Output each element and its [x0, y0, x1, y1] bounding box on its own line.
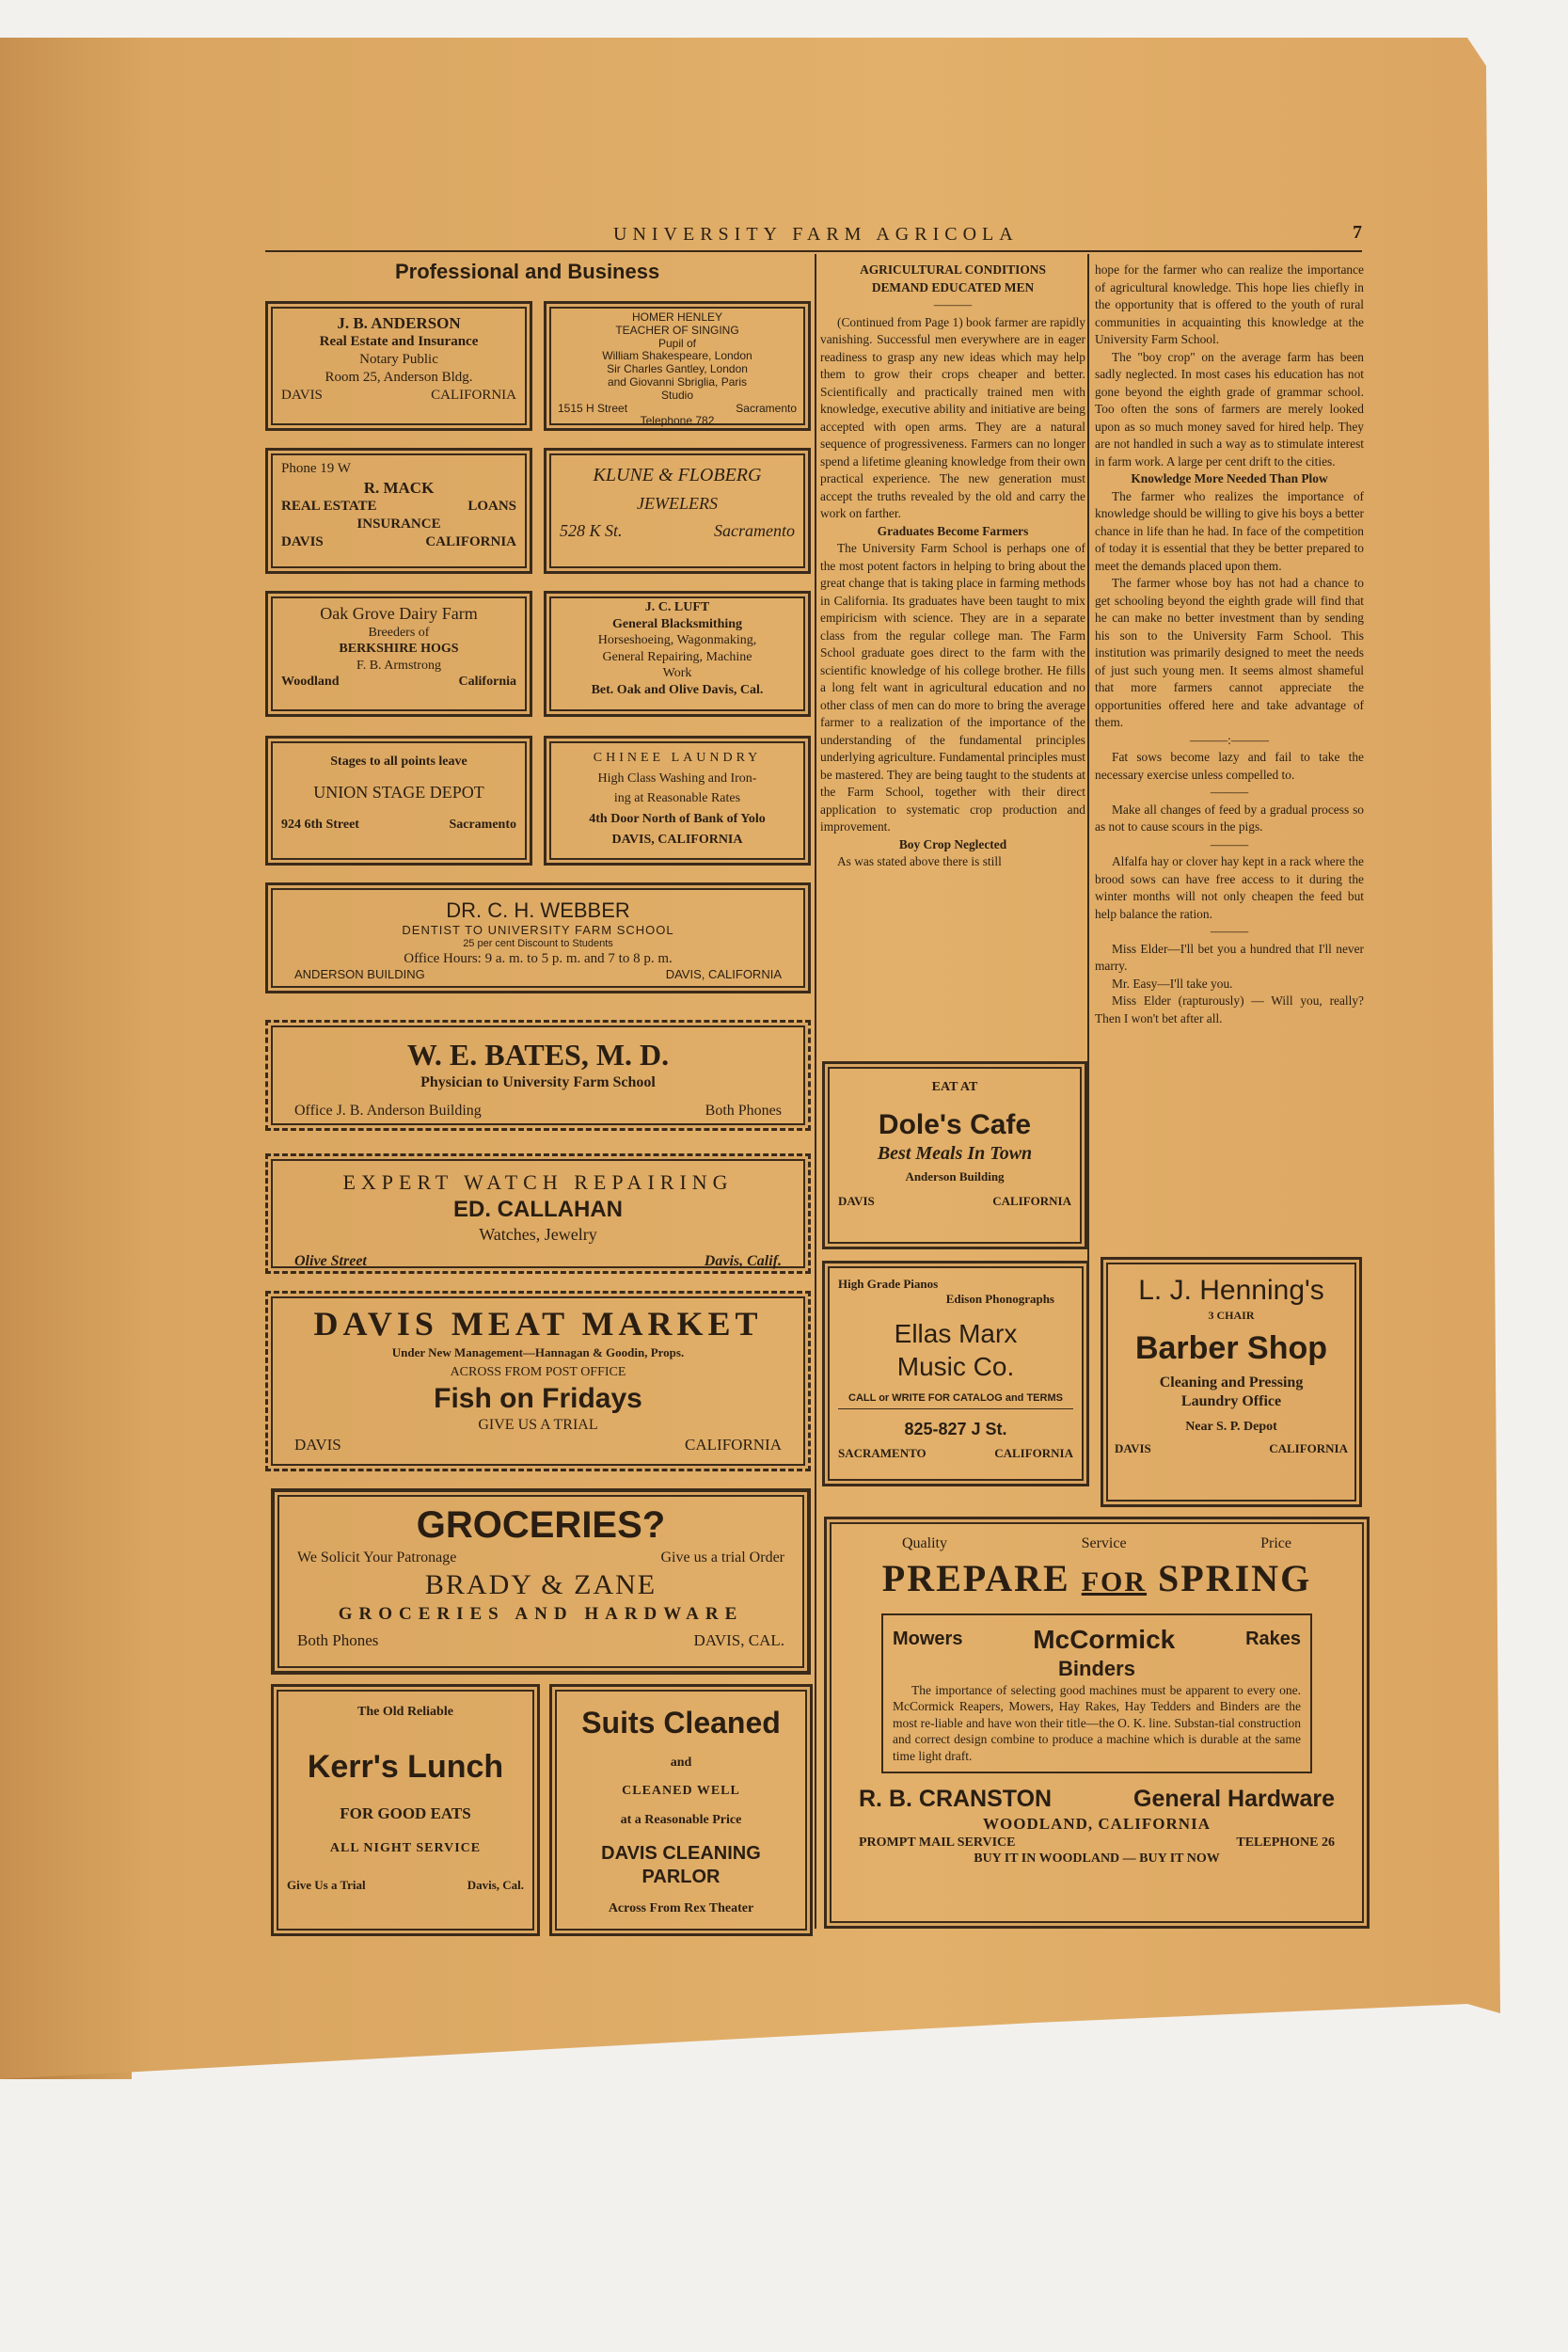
separator: ———:———	[1189, 732, 1270, 747]
ad-cranston	[824, 1517, 1370, 1929]
ad-name: Ellas Marx	[894, 1318, 1018, 1348]
ad-doles-cafe	[822, 1061, 1087, 1249]
ad-line: Physician to University Farm School	[420, 1074, 656, 1090]
ad-name: J. C. LUFT	[644, 600, 710, 614]
ad-state: CALIFORNIA	[431, 387, 516, 403]
ad-line: CLEANED WELL	[622, 1783, 740, 1798]
ad-name: KLUNE & FLOBERG	[593, 465, 762, 485]
ad-line: Price	[1260, 1535, 1291, 1551]
ad-name: DAVIS MEAT MARKET	[313, 1305, 763, 1343]
ad-line: EAT AT	[931, 1080, 978, 1094]
ad-city: Sacramento	[714, 520, 795, 540]
ad-line: BUY IT IN WOODLAND — BUY IT NOW	[974, 1851, 1220, 1867]
ad-left: PROMPT MAIL SERVICE	[859, 1835, 1016, 1850]
ad-line: High Grade Pianos	[838, 1277, 939, 1291]
column-rule	[815, 254, 816, 1929]
ad-headline: SPRING	[1158, 1557, 1312, 1599]
ad-name: GROCERIES?	[416, 1504, 666, 1546]
ad-left: Olive Street	[294, 1253, 367, 1269]
ad-line: DAVIS CLEANING PARLOR	[601, 1842, 761, 1887]
ad-line: and Giovanni Sbriglia, Paris	[607, 374, 748, 389]
separator: ———	[1210, 836, 1249, 851]
ad-line: Studio	[660, 388, 694, 402]
ad-name: Suits Cleaned	[581, 1706, 781, 1740]
ad-line: Under New Management—Hannagan & Goodin, Props.	[391, 1345, 685, 1359]
ad-inner-box	[881, 1613, 1312, 1773]
ad-line: F. B. Armstrong	[356, 658, 441, 673]
ad-line: Breeders of	[368, 625, 430, 640]
ad-line: ACROSS FROM POST OFFICE	[450, 1365, 626, 1380]
ad-right: Davis, Calif.	[704, 1253, 782, 1269]
ad-name: McCormick	[1033, 1625, 1176, 1654]
ad-line: High Class Washing and Iron-	[597, 771, 757, 786]
ad-anderson	[265, 301, 532, 431]
filler-item: Alfalfa hay or clover hay kept in a rack where the brood sows can have free access to it during the winter months will not only cheapen the feed but help balance the ration.	[1095, 854, 1364, 921]
ad-chinee-laundry	[544, 736, 811, 866]
ad-line: Service	[1081, 1535, 1127, 1551]
ad-line: INSURANCE	[356, 516, 441, 532]
ad-henley	[544, 301, 811, 431]
ad-name: Dole's Cafe	[878, 1108, 1032, 1140]
ad-line: CALL or WRITE FOR CATALOG and TERMS	[838, 1392, 1073, 1410]
ad-name: Oak Grove Dairy Farm	[320, 604, 478, 623]
ad-line: Horseshoeing, Wagonmaking,	[597, 633, 757, 647]
ad-state: CALIFORNIA	[425, 533, 516, 549]
ad-line: Mowers	[893, 1629, 963, 1649]
ad-headline: PREPARE	[881, 1557, 1070, 1599]
ad-line: Work	[662, 666, 692, 680]
ad-body: The importance of selecting good machines must be apparent to every one. McCormick Reapers, Mowers, Hay Rakes, Hay Tedders and Binders are the most re-liable and have won their title—the O. K. line. Substan-tial construction and correct design combine to produce a machine which is durable at the same time light draft.	[893, 1682, 1301, 1763]
ad-line: TEACHER OF SINGING	[615, 323, 739, 337]
article-title: DEMAND EDUCATED MEN	[871, 279, 1035, 294]
ad-line: Quality	[902, 1535, 947, 1551]
ad-right: CALIFORNIA	[685, 1436, 782, 1454]
ad-line: 3 CHAIR	[1208, 1308, 1255, 1322]
ad-line: GIVE US A TRIAL	[478, 1417, 598, 1434]
section-title: Professional and Business	[395, 260, 660, 283]
separator: ———	[1210, 924, 1249, 938]
ad-address: 1515 H Street	[558, 401, 628, 415]
ad-headline: FOR	[1081, 1566, 1148, 1597]
article-title: AGRICULTURAL CONDITIONS	[860, 262, 1046, 277]
ad-line: at a Reasonable Price	[620, 1813, 742, 1827]
ad-city: DAVIS	[281, 533, 324, 549]
article-paragraph: The farmer who realizes the importance of knowledge should be willing to give his boys a better chance in life than he had. In face of the competition of today it is essential that they be better prepared to meet the demands placed upon them.	[1095, 488, 1364, 573]
ad-brady-zane	[271, 1488, 811, 1675]
joke-line: Mr. Easy—I'll take you.	[1112, 976, 1233, 991]
ad-right: CALIFORNIA	[994, 1445, 1073, 1460]
ad-name: ED. CALLAHAN	[453, 1196, 623, 1222]
ad-left: Office J. B. Anderson Building	[294, 1103, 482, 1119]
ad-line: Edison Phonographs	[945, 1292, 1054, 1307]
ad-line: GROCERIES AND HARDWARE	[338, 1603, 744, 1624]
ad-line: Sir Charles Gantley, London	[607, 362, 748, 376]
ad-line: JEWELERS	[637, 494, 718, 513]
ad-line: DAVIS, CALIFORNIA	[611, 832, 743, 847]
filler-item: Make all changes of feed by a gradual process so as not to cause scours in the pigs.	[1095, 802, 1364, 834]
ad-right: CALIFORNIA	[992, 1194, 1071, 1209]
article-paragraph: The farmer whose boy has not had a chance to get schooling beyond the eighth grade will find that he can make no better investment than by sending his son to the University Farm School. This institution was primarily designed to meet the needs of just such young men. It seems almost shameful that more farmers cannot appreciate the opportunities offered here and take advantage of them.	[1095, 576, 1364, 729]
ad-name: R. B. CRANSTON	[859, 1786, 1053, 1813]
ad-left: Give Us a Trial	[287, 1877, 366, 1892]
ad-davis-meat-market	[265, 1291, 811, 1471]
ad-dairy	[265, 591, 532, 717]
ad-luft	[544, 591, 811, 717]
article-column-1: AGRICULTURAL CONDITIONS DEMAND EDUCATED MEN ——— (Continued from Page 1) book farmer are rapidly vanishing. Successful men everywhere are in eager readiness to grasp any new ideas which may help them to grow their crops cheaper and better. Scientifically and practically trained men with knowledge, executive ability and initiative are being accepted with open arms. They are a natural sequence of progressiveness. Farmers can no longer spend a lifetime gleaning knowledge from their own practical experience. The new generation must accept the truths revealed by the old and carry the work on farther. Graduates Become Farmers The University Farm School is perhaps one of the most potent factors in helping to bring about the great change that is taking place in farming methods in California. Its graduates have been taught to mix empiricism with science. They are in a separate class from the regular college man. The Farm School graduate goes direct to the farm with the scientific knowledge of his college brother. He fills a long felt want in agricultural education and no other class of men can do more to bring the average farmer to a realization of the importance of the understanding of the fundamental principles underlying agriculture. Fundamental principles must be mastered. They are being taught to the students at the Farm School, together with their direct application to systematic crop production and improvement. Boy Crop Neglected As was stated above there is still	[820, 262, 1085, 871]
column-rule	[1087, 254, 1089, 1261]
ad-name: HOMER HENLEY	[631, 310, 723, 324]
ad-line: 25 per cent Discount to Students	[463, 937, 613, 949]
ad-left: Both Phones	[297, 1631, 379, 1650]
ad-name: R. MACK	[363, 478, 435, 497]
ad-name: UNION STAGE DEPOT	[313, 783, 484, 803]
ad-line: The Old Reliable	[357, 1705, 453, 1719]
page-header	[265, 222, 1362, 252]
ad-left: DAVIS	[838, 1194, 875, 1209]
ad-city: DAVIS	[281, 387, 323, 403]
ad-line: BERKSHIRE HOGS	[339, 642, 459, 656]
ad-left: DAVIS	[1115, 1440, 1151, 1455]
ad-right: Davis, Cal.	[467, 1877, 524, 1892]
article-paragraph: The "boy crop" on the average farm has been sadly neglected. In most cases his education has not gone beyond the eighth grade of grammar school. Too often the sons of farmers are merely looked upon as so much money saved for hired help. They are not handled in such a way as to stimulate interest in farm work. A large per cent drift to the cities.	[1095, 349, 1364, 469]
ad-line: Watches, Jewelry	[479, 1224, 597, 1244]
ad-line: Laundry Office	[1180, 1393, 1282, 1409]
ad-name: Music Co.	[896, 1351, 1015, 1381]
ad-line: 4th Door North of Bank of Yolo	[589, 812, 766, 827]
newspaper-title: UNIVERSITY FARM AGRICOLA	[613, 224, 1019, 245]
article-column-2	[1095, 262, 1364, 1027]
ad-line: Real Estate and Insurance	[319, 334, 479, 350]
ad-line: Across From Rex Theater	[608, 1900, 754, 1915]
ad-line: LOANS	[467, 499, 516, 514]
ad-name: W. E. BATES, M. D.	[406, 1038, 670, 1072]
ad-line: Room 25, Anderson Bldg.	[325, 369, 473, 385]
ad-suits-cleaned	[549, 1684, 813, 1936]
ad-name: Kerr's Lunch	[307, 1748, 504, 1785]
article-subhead: Boy Crop Neglected	[898, 836, 1007, 851]
ad-line: Cleaning and Pressing	[1159, 1375, 1304, 1391]
ad-name: Barber Shop	[1134, 1329, 1328, 1366]
ad-name: L. J. Henning's	[1138, 1275, 1324, 1306]
ad-right: Give us a trial Order	[660, 1549, 784, 1565]
ad-line: Anderson Building	[905, 1169, 1005, 1184]
ad-line: WOODLAND, CALIFORNIA	[983, 1815, 1211, 1834]
article-paragraph: The University Farm School is perhaps one of the most potent factors in helping to bring about the great change that is taking place in farming methods in California. Its graduates have been taught to mix empiricism with science. They are in a separate class from the regular college man. The Farm School graduate goes direct to the farm with the scientific knowledge of his college brother. He fills a long felt want in agricultural education and no other class of men can do more to bring the average farmer to a realization of the importance of the understanding of the fundamental principles underlying agriculture. Fundamental principles must be mastered. They are being taught to the students at the Farm School, together with their direct application to systematic crop production and improvement.	[820, 541, 1085, 834]
joke-line: Miss Elder (rapturously) — Will you, really? Then I won't bet after all.	[1095, 993, 1364, 1025]
ad-left: DAVIS	[294, 1436, 341, 1454]
ad-line: Office Hours: 9 a. m. to 5 p. m. and 7 to 8 p. m.	[404, 951, 673, 967]
ad-phone: Phone 19 W	[281, 461, 351, 476]
ad-henning-barber	[1101, 1257, 1362, 1507]
ad-line: Rakes	[1245, 1629, 1301, 1649]
article-subhead: Knowledge More Needed Than Plow	[1131, 471, 1328, 485]
ad-left: ANDERSON BUILDING	[294, 967, 425, 982]
ad-line: ALL NIGHT SERVICE	[329, 1841, 482, 1856]
ad-right: DAVIS, CALIFORNIA	[665, 967, 782, 982]
ad-line: Binders	[1058, 1657, 1135, 1680]
ad-name: General Hardware	[1133, 1786, 1335, 1813]
ad-city: Woodland	[281, 675, 340, 689]
ad-line: Best Meals In Town	[877, 1143, 1033, 1164]
ad-bates	[265, 1020, 811, 1131]
ad-left: SACRAMENTO	[838, 1445, 927, 1460]
ad-line: and	[670, 1756, 692, 1770]
article-paragraph: (Continued from Page 1) book farmer are rapidly vanishing. Successful men everywhere are in eager readiness to grasp any new ideas which may help them to grow their crops cheaper and better. Scientifically and practically trained men with knowledge, executive ability and initiative are being accepted with open arms. They are a natural sequence of progressiveness. Farmers can no longer spend a lifetime gleaning knowledge from their own practical experience. The new generation must accept the truths revealed by the old and carry the work on farther.	[820, 314, 1085, 520]
ad-name: DR. C. H. WEBBER	[446, 898, 630, 922]
article-paragraph: hope for the farmer who can realize the importance of agricultural knowledge. This hope lies chiefly in the opportunity that is offered to the youth of rural communities in acquainting this knowledge at the University Farm School.	[1095, 262, 1364, 346]
ad-state: California	[458, 675, 516, 689]
ad-right: Both Phones	[705, 1103, 782, 1119]
ad-line: General Repairing, Machine	[602, 649, 752, 664]
ad-webber	[265, 882, 811, 993]
ad-callahan	[265, 1153, 811, 1274]
ad-name: J. B. ANDERSON	[337, 314, 461, 332]
ad-line: REAL ESTATE	[281, 499, 377, 514]
separator: ———	[1210, 785, 1249, 799]
ad-line: Bet. Oak and Olive Davis, Cal.	[591, 682, 764, 697]
joke-line: Miss Elder—I'll bet you a hundred that I'll never marry.	[1095, 941, 1364, 973]
ad-city: Sacramento	[449, 818, 516, 833]
ad-line: ing at Reasonable Rates	[613, 791, 741, 806]
ad-name: CHINEE LAUNDRY	[593, 751, 762, 765]
ad-address: 825-827 J St.	[904, 1420, 1007, 1439]
ad-line: General Blacksmithing	[611, 616, 743, 631]
ad-city: Sacramento	[736, 401, 797, 415]
ad-right: CALIFORNIA	[1269, 1440, 1348, 1455]
ad-phone: Telephone 782	[640, 414, 715, 428]
ad-line: William Shakespeare, London	[602, 349, 752, 363]
ad-line: DENTIST TO UNIVERSITY FARM SCHOOL	[402, 923, 674, 938]
ad-line: FOR GOOD EATS	[340, 1804, 471, 1822]
ad-line: Notary Public	[359, 352, 438, 367]
ad-line: BRADY & ZANE	[424, 1569, 657, 1600]
ad-left: We Solicit Your Patronage	[297, 1549, 457, 1565]
ad-line: Stages to all points leave	[330, 755, 467, 769]
ad-right: TELEPHONE 26	[1236, 1835, 1335, 1850]
article-subhead: Graduates Become Farmers	[877, 523, 1029, 538]
ad-line: Pupil of	[657, 336, 697, 350]
ad-right: DAVIS, CAL.	[693, 1631, 784, 1650]
ad-line: Near S. P. Depot	[1185, 1420, 1277, 1434]
ad-kerrs-lunch	[271, 1684, 540, 1936]
ad-address: 528 K St.	[560, 520, 623, 540]
ad-line: EXPERT WATCH REPAIRING	[342, 1170, 734, 1194]
ad-klune-floberg	[544, 448, 811, 574]
ad-union-stage	[265, 736, 532, 866]
ad-headline: Fish on Fridays	[434, 1382, 642, 1414]
article-paragraph: As was stated above there is still	[837, 854, 1002, 868]
ad-ellas-marx	[822, 1261, 1089, 1486]
filler-item: Fat sows become lazy and fail to take the necessary exercise unless compelled to.	[1095, 750, 1364, 782]
ad-address: 924 6th Street	[281, 818, 359, 833]
page-number: 7	[1353, 222, 1362, 243]
ad-mack	[265, 448, 532, 574]
